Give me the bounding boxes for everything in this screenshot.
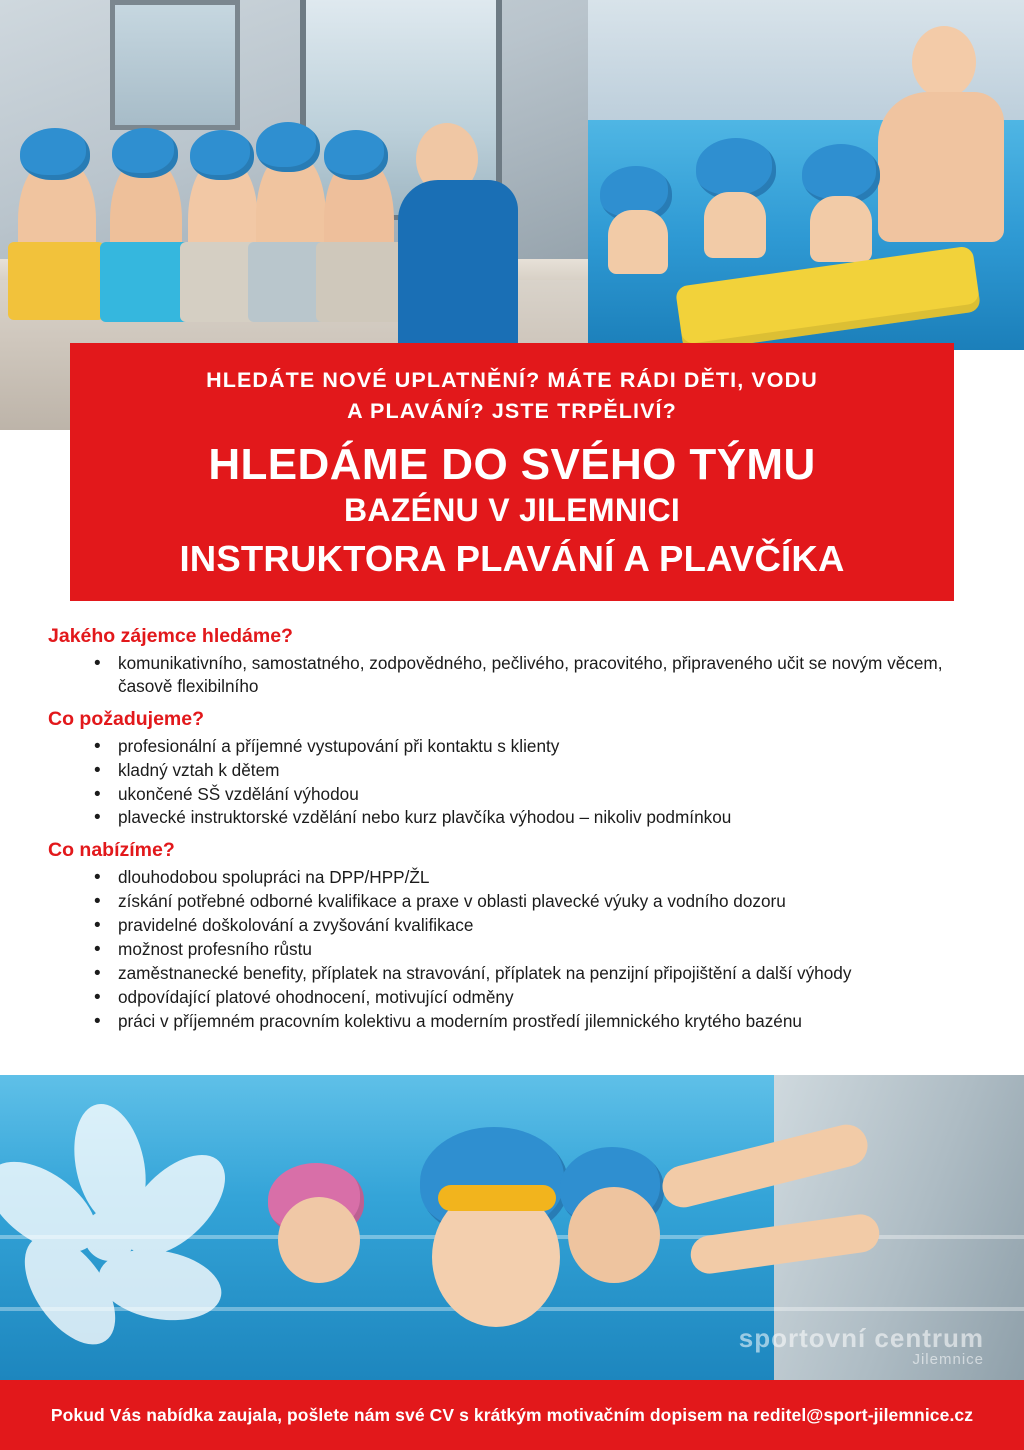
- coach-body-decor: [398, 180, 518, 360]
- child-figure: [810, 196, 872, 262]
- list-item: • komunikativního, samostatného, zodpovědného, pečlivého, pracovitého, připraveného učit se novým věcem, časově flexibilního: [86, 652, 978, 698]
- headline-subtitle: BAZÉNU V JILEMNICI: [343, 491, 681, 528]
- section-title-offer: Co nabízíme?: [48, 839, 175, 862]
- content-sections: [48, 625, 978, 1033]
- towel-decor: [100, 242, 192, 322]
- child-head-decor: [568, 1187, 660, 1283]
- section-list-offer: [48, 866, 978, 1032]
- window-decor: [110, 0, 240, 130]
- list-item: • ukončené SŠ vzdělání výhodou: [86, 783, 978, 806]
- photo-children-swimming-at-pool-edge: [0, 1075, 1024, 1380]
- section-list-requirements: [48, 735, 978, 830]
- list-item: • práci v příjemném pracovním kolektivu a moderním prostředí jilemnického krytého bazénu: [86, 1010, 978, 1033]
- swim-cap-icon: [20, 128, 90, 180]
- headline-block: [70, 343, 954, 601]
- goggles-icon: [438, 1185, 556, 1211]
- swim-cap-icon: [190, 130, 254, 180]
- swim-cap-icon: [112, 128, 178, 178]
- swim-cap-icon: [696, 138, 776, 200]
- photo-instructor-teaching-in-water: [588, 0, 1024, 350]
- list-item: • možnost profesního růstu: [86, 938, 978, 961]
- swim-cap-icon: [324, 130, 388, 180]
- section-title-requirements: Co požadujeme?: [48, 707, 205, 730]
- instructor-body-decor: [878, 92, 1004, 242]
- swim-cap-icon: [256, 122, 320, 172]
- headline-main: HLEDÁME DO SVÉHO TÝMU: [208, 440, 816, 490]
- child-head-decor: [278, 1197, 360, 1283]
- footer-contact-text: Pokud Vás nabídka zaujala, pošlete nám své CV s krátkým motivačním dopisem na reditel@sport-jilemnice.cz: [50, 1404, 974, 1425]
- list-item: • zaměstnanecké benefity, příplatek na stravování, příplatek na penzijní připojištění a další výhody: [86, 962, 978, 985]
- list-item: • odpovídající platové ohodnocení, motivující odměny: [86, 986, 978, 1009]
- watermark-line1: sportovní: [738, 1322, 867, 1353]
- footer-contact-bar: [0, 1380, 1024, 1450]
- list-item: • profesionální a příjemné vystupování při kontaktu s klienty: [86, 735, 978, 758]
- section-title-candidate: Jakého zájemce hledáme?: [48, 625, 293, 647]
- section-list-candidate: [48, 652, 978, 698]
- list-item: • plavecké instruktorské vzdělání nebo kurz plavčíka výhodou – nikoliv podmínkou: [86, 806, 978, 829]
- instructor-head-decor: [912, 26, 976, 98]
- watermark-line3: Jilemnice: [912, 1351, 984, 1369]
- flower-logo-decor: [0, 1095, 260, 1365]
- list-item: • získání potřebné odborné kvalifikace a praxe v oblasti plavecké výuky a vodního dozoru: [86, 890, 978, 913]
- watermark-line2: centrum: [874, 1322, 984, 1353]
- child-figure: [704, 192, 766, 258]
- child-figure: [608, 210, 668, 274]
- headline-role: INSTRUKTORA PLAVÁNÍ A PLAVČÍKA: [179, 537, 845, 579]
- towel-decor: [316, 242, 404, 322]
- headline-kicker-line2: A PLAVÁNÍ? JSTE TRPĚLIVÍ?: [347, 398, 677, 423]
- swim-cap-icon: [802, 144, 880, 204]
- list-item: • kladný vztah k dětem: [86, 759, 978, 782]
- towel-decor: [8, 242, 104, 320]
- watermark-logo: [738, 1322, 984, 1369]
- headline-kicker: [80, 365, 944, 426]
- headline-kicker-line1: HLEDÁTE NOVÉ UPLATNĚNÍ? MÁTE RÁDI DĚTI, VODU: [206, 368, 818, 392]
- list-item: • pravidelné doškolování a zvyšování kvalifikace: [86, 914, 978, 937]
- list-item: • dlouhodobou spolupráci na DPP/HPP/ŽL: [86, 866, 978, 889]
